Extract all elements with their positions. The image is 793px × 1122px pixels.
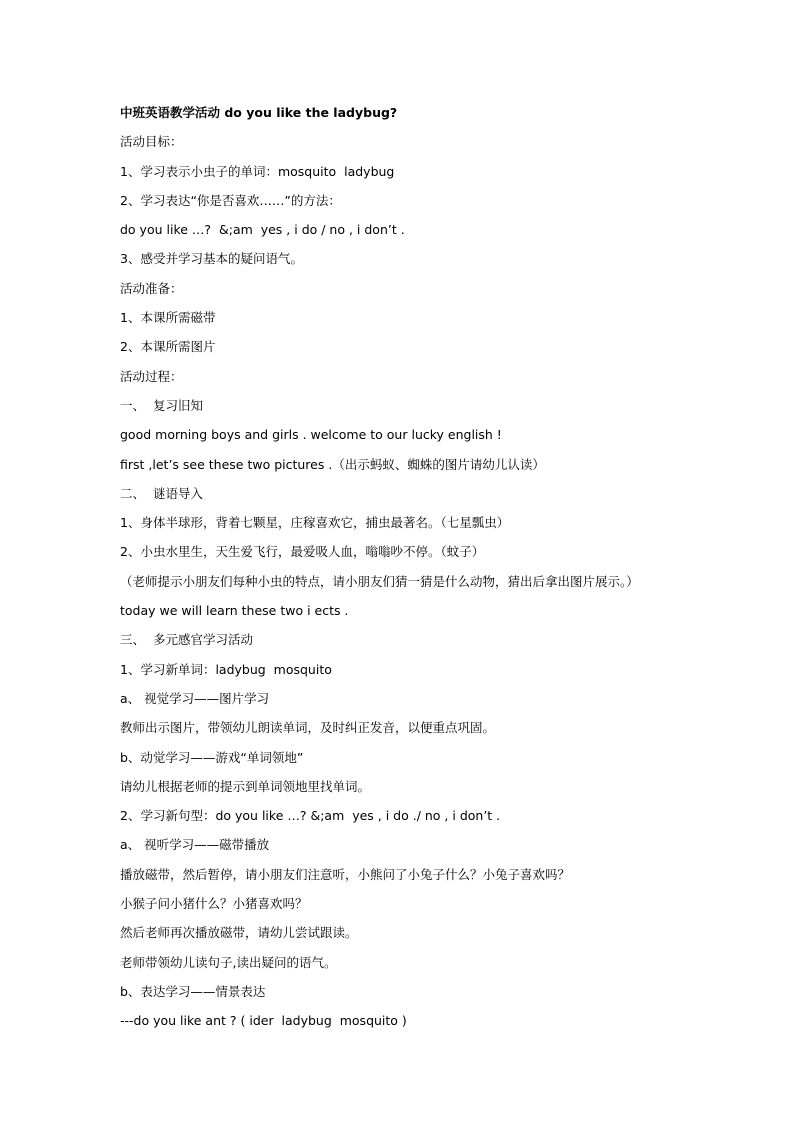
text-line: 教师出示图片，带领幼儿朗读单词，及时纠正发音，以便重点巩固。 [120,720,496,736]
text-line: 播放磁带，然后暂停，请小朋友们注意听，小熊问了小兔子什么？小兔子喜欢吗？ [120,866,571,882]
section-heading-preparation: 活动准备： [120,280,183,296]
section-heading-objectives: 活动目标： [120,134,183,150]
document-title: 中班英语教学活动 do you like the ladybug? [120,105,398,120]
text-line: first ,let’s see these two pictures .（出示蚂蚁、蜘蛛的图片请幼儿认读） [120,456,545,472]
text-line: good morning boys and girls . welcome to our lucky english ! [120,427,502,443]
objective-2: 2、学习表达“你是否喜欢……”的方法： [120,192,341,208]
objective-3: 3、感受并学习基本的疑问语气。 [120,251,303,267]
text-line: b、表达学习——情景表达 [120,983,266,999]
text-line: 2、学习新句型：do you like …? &;am yes , i do ./ no , i don’t . [120,808,501,824]
text-line: 老师带领幼儿读句子,读出疑问的语气。 [120,954,337,970]
riddle-1: 1、身体半球形，背着七颗星，庄稼喜欢它，捕虫最著名。（七星瓢虫） [120,515,510,531]
text-line: ---do you like ant ? ( ider ladybug mosquito ) [120,1013,407,1029]
process-step-2: 二、 谜语导入 [120,485,203,501]
text-line: 小猴子问小猪什么？小猪喜欢吗？ [120,896,308,912]
text-line: 然后老师再次播放磁带，请幼儿尝试跟读。 [120,925,358,941]
text-line: 请幼儿根据老师的提示到单词领地里找单词。 [120,778,371,794]
document-body [120,98,760,1036]
riddle-2: 2、小虫水里生，天生爱飞行，最爱吸人血，嗡嗡吵不停。（蚊子） [120,544,485,560]
preparation-2: 2、本课所需图片 [120,339,216,355]
text-line: today we will learn these two i ects . [120,603,349,619]
text-line: a、 视听学习——磁带播放 [120,837,270,853]
preparation-1: 1、本课所需磁带 [120,310,216,326]
text-line: b、动觉学习——游戏“单词领地” [120,749,304,765]
objective-2-sentence: do you like …? &;am yes , i do / no , i don’t . [120,222,405,238]
text-line: （老师提示小朋友们每种小虫的特点，请小朋友们猜一猜是什么动物，猜出后拿出图片展示。） [120,573,639,589]
text-line: 1、学习新单词：ladybug mosquito [120,661,332,677]
objective-1: 1、学习表示小虫子的单词：mosquito ladybug [120,163,395,179]
process-step-1: 一、 复习旧知 [120,397,203,413]
process-step-3: 三、 多元感官学习活动 [120,632,253,648]
text-line: a、 视觉学习——图片学习 [120,690,270,706]
section-heading-process: 活动过程： [120,368,183,384]
